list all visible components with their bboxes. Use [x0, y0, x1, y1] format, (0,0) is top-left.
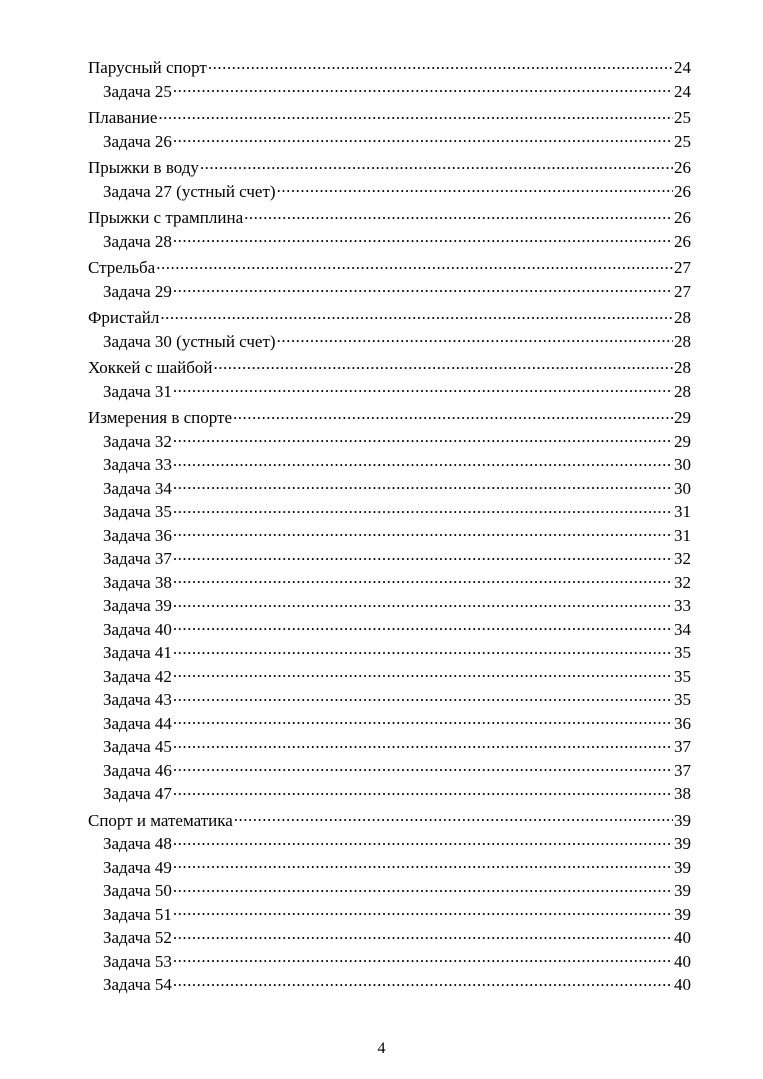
toc-task-entry[interactable] — [88, 879, 691, 903]
toc-entry-page-number: 32 — [674, 549, 691, 568]
toc-entry-title: Задача 27 (устный счет) — [103, 181, 276, 201]
toc-entry-page-number: 24 — [674, 58, 691, 77]
toc-entry-page-number: 40 — [674, 951, 691, 971]
toc-entry-page-number: 26 — [674, 158, 691, 177]
toc-task-entry[interactable] — [88, 782, 691, 806]
dot-leader — [173, 280, 673, 297]
toc-entry-title: Задача 26 — [103, 131, 172, 151]
dot-leader — [173, 477, 673, 494]
toc-entry-title: Задача 49 — [103, 857, 172, 877]
toc-task-entry[interactable] — [88, 477, 691, 501]
toc-entry-page-number: 26 — [674, 181, 691, 201]
toc-entry-title: Задача 52 — [103, 928, 172, 947]
toc-entry-page-number: 26 — [674, 208, 691, 227]
toc-entry-title: Спорт и математика — [88, 810, 233, 830]
dot-leader — [173, 641, 673, 658]
toc-entry-page-number: 37 — [674, 737, 691, 756]
dot-leader — [173, 230, 673, 247]
toc-task-entry[interactable] — [88, 571, 691, 595]
dot-leader — [156, 256, 673, 273]
toc-task-entry[interactable] — [88, 547, 691, 571]
dot-leader — [173, 453, 673, 470]
toc-task-entry[interactable] — [88, 380, 691, 404]
dot-leader — [173, 926, 673, 943]
dot-leader — [173, 594, 673, 611]
toc-entry-title: Задача 37 — [103, 549, 172, 568]
dot-leader — [173, 688, 673, 705]
toc-section-entry[interactable] — [88, 306, 691, 330]
toc-entry-title: Задача 32 — [103, 431, 172, 451]
toc-entry-page-number: 28 — [674, 308, 691, 327]
toc-entry-page-number: 24 — [674, 81, 691, 101]
toc-entry-page-number: 35 — [674, 666, 691, 686]
toc-section-entry[interactable] — [88, 809, 691, 833]
toc-entry-page-number: 31 — [674, 502, 691, 521]
toc-entry-title: Задача 34 — [103, 478, 172, 498]
toc-entry-page-number: 28 — [674, 358, 691, 377]
toc-entry-title: Задача 40 — [103, 619, 172, 639]
toc-task-entry[interactable] — [88, 594, 691, 618]
dot-leader — [173, 832, 673, 849]
toc-entry-title: Парусный спорт — [88, 58, 207, 77]
toc-entry-title: Задача 30 (устный счет) — [103, 331, 276, 351]
dot-leader — [173, 712, 673, 729]
dot-leader — [173, 950, 673, 967]
toc-entry-page-number: 30 — [674, 455, 691, 474]
toc-task-entry[interactable] — [88, 759, 691, 783]
toc-entry-title: Задача 47 — [103, 784, 172, 803]
toc-entry-title: Задача 29 — [103, 281, 172, 301]
toc-task-entry[interactable] — [88, 665, 691, 689]
toc-task-entry[interactable] — [88, 950, 691, 974]
toc-entry-title: Задача 48 — [103, 834, 172, 853]
toc-task-entry[interactable] — [88, 688, 691, 712]
toc-entry-page-number: 32 — [674, 572, 691, 592]
toc-entry-page-number: 30 — [674, 478, 691, 498]
toc-task-entry[interactable] — [88, 832, 691, 856]
toc-entry-title: Задача 31 — [103, 381, 172, 401]
toc-entry-title: Стрельба — [88, 258, 156, 277]
toc-entry-page-number: 29 — [674, 431, 691, 451]
toc-entry-page-number: 31 — [674, 525, 691, 545]
dot-leader — [173, 500, 673, 517]
dot-leader — [277, 180, 673, 197]
toc-task-entry[interactable] — [88, 973, 691, 997]
toc-entry-title: Задача 43 — [103, 690, 172, 709]
toc-task-entry[interactable] — [88, 130, 691, 154]
toc-entry-title: Фристайл — [88, 308, 160, 327]
toc-entry-title: Хоккей с шайбой — [88, 358, 213, 377]
toc-entry-page-number: 27 — [674, 258, 691, 277]
toc-entry-page-number: 39 — [674, 834, 691, 853]
dot-leader — [173, 903, 673, 920]
toc-task-entry[interactable] — [88, 618, 691, 642]
toc-entry-page-number: 40 — [674, 928, 691, 947]
toc-task-entry[interactable] — [88, 500, 691, 524]
dot-leader — [173, 973, 673, 990]
toc-entry-title: Задача 53 — [103, 951, 172, 971]
dot-leader — [244, 206, 673, 223]
toc-entry-page-number: 29 — [674, 408, 691, 427]
dot-leader — [160, 306, 673, 323]
toc-section-entry[interactable] — [88, 106, 691, 130]
toc-entry-title: Прыжки в воду — [88, 158, 199, 177]
dot-leader — [173, 430, 673, 447]
toc-entry-title: Плавание — [88, 108, 158, 127]
dot-leader — [200, 156, 673, 173]
toc-task-entry[interactable] — [88, 735, 691, 759]
dot-leader — [173, 130, 673, 147]
toc-entry-title: Задача 44 — [103, 713, 172, 733]
toc-entry-title: Задача 46 — [103, 760, 172, 780]
toc-entry-page-number: 37 — [674, 760, 691, 780]
toc-entry-title: Задача 33 — [103, 455, 172, 474]
toc-entry-page-number: 34 — [674, 619, 691, 639]
toc-entry-page-number: 27 — [674, 281, 691, 301]
dot-leader — [173, 856, 673, 873]
dot-leader — [233, 406, 673, 423]
toc-task-entry[interactable] — [88, 180, 691, 204]
dot-leader — [158, 106, 673, 123]
toc-entry-title: Задача 38 — [103, 572, 172, 592]
dot-leader — [173, 618, 673, 635]
toc-entry-title: Измерения в спорте — [88, 408, 233, 427]
toc-entry-title: Задача 42 — [103, 666, 172, 686]
toc-section-entry[interactable] — [88, 406, 691, 430]
toc-entry-page-number: 33 — [674, 596, 691, 615]
dot-leader — [173, 380, 673, 397]
toc-section-entry[interactable] — [88, 206, 691, 230]
toc-entry-page-number: 39 — [674, 881, 691, 900]
toc-entry-page-number: 25 — [674, 108, 691, 127]
toc-section-entry[interactable] — [88, 56, 691, 80]
toc-task-entry[interactable] — [88, 430, 691, 454]
dot-leader — [234, 809, 673, 826]
toc-entry-page-number: 40 — [674, 975, 691, 994]
table-of-contents — [88, 56, 691, 997]
dot-leader — [173, 524, 673, 541]
dot-leader — [173, 547, 673, 564]
dot-leader — [208, 56, 673, 73]
toc-entry-page-number: 39 — [674, 904, 691, 924]
toc-entry-page-number: 39 — [674, 810, 691, 830]
toc-entry-page-number: 28 — [674, 381, 691, 401]
toc-task-entry[interactable] — [88, 903, 691, 927]
toc-task-entry[interactable] — [88, 453, 691, 477]
toc-entry-page-number: 39 — [674, 857, 691, 877]
toc-task-entry[interactable] — [88, 926, 691, 950]
dot-leader — [173, 80, 673, 97]
toc-entry-page-number: 26 — [674, 231, 691, 251]
toc-task-entry[interactable] — [88, 856, 691, 880]
dot-leader — [277, 330, 673, 347]
toc-task-entry[interactable] — [88, 280, 691, 304]
toc-task-entry[interactable] — [88, 330, 691, 354]
dot-leader — [173, 759, 673, 776]
dot-leader — [173, 735, 673, 752]
dot-leader — [173, 571, 673, 588]
toc-entry-page-number: 36 — [674, 713, 691, 733]
dot-leader — [173, 879, 673, 896]
toc-entry-title: Задача 35 — [103, 502, 172, 521]
toc-entry-title: Задача 41 — [103, 643, 172, 662]
toc-entry-title: Задача 54 — [103, 975, 172, 994]
toc-entry-page-number: 25 — [674, 131, 691, 151]
toc-entry-page-number: 28 — [674, 331, 691, 351]
toc-task-entry[interactable] — [88, 641, 691, 665]
toc-entry-page-number: 35 — [674, 643, 691, 662]
toc-entry-title: Прыжки с трамплина — [88, 208, 244, 227]
toc-section-entry[interactable] — [88, 256, 691, 280]
toc-section-entry[interactable] — [88, 356, 691, 380]
toc-entry-title: Задача 25 — [103, 81, 172, 101]
toc-entry-page-number: 38 — [674, 784, 691, 803]
toc-task-entry[interactable] — [88, 524, 691, 548]
toc-entry-title: Задача 50 — [103, 881, 172, 900]
toc-entry-title: Задача 51 — [103, 904, 172, 924]
toc-entry-title: Задача 39 — [103, 596, 172, 615]
toc-entry-page-number: 35 — [674, 690, 691, 709]
page-number: 4 — [377, 1040, 386, 1057]
toc-task-entry[interactable] — [88, 712, 691, 736]
toc-task-entry[interactable] — [88, 80, 691, 104]
toc-task-entry[interactable] — [88, 230, 691, 254]
toc-section-entry[interactable] — [88, 156, 691, 180]
toc-entry-title: Задача 36 — [103, 525, 172, 545]
toc-entry-title: Задача 45 — [103, 737, 172, 756]
toc-entry-title: Задача 28 — [103, 231, 172, 251]
dot-leader — [213, 356, 673, 373]
dot-leader — [173, 665, 673, 682]
dot-leader — [173, 782, 673, 799]
